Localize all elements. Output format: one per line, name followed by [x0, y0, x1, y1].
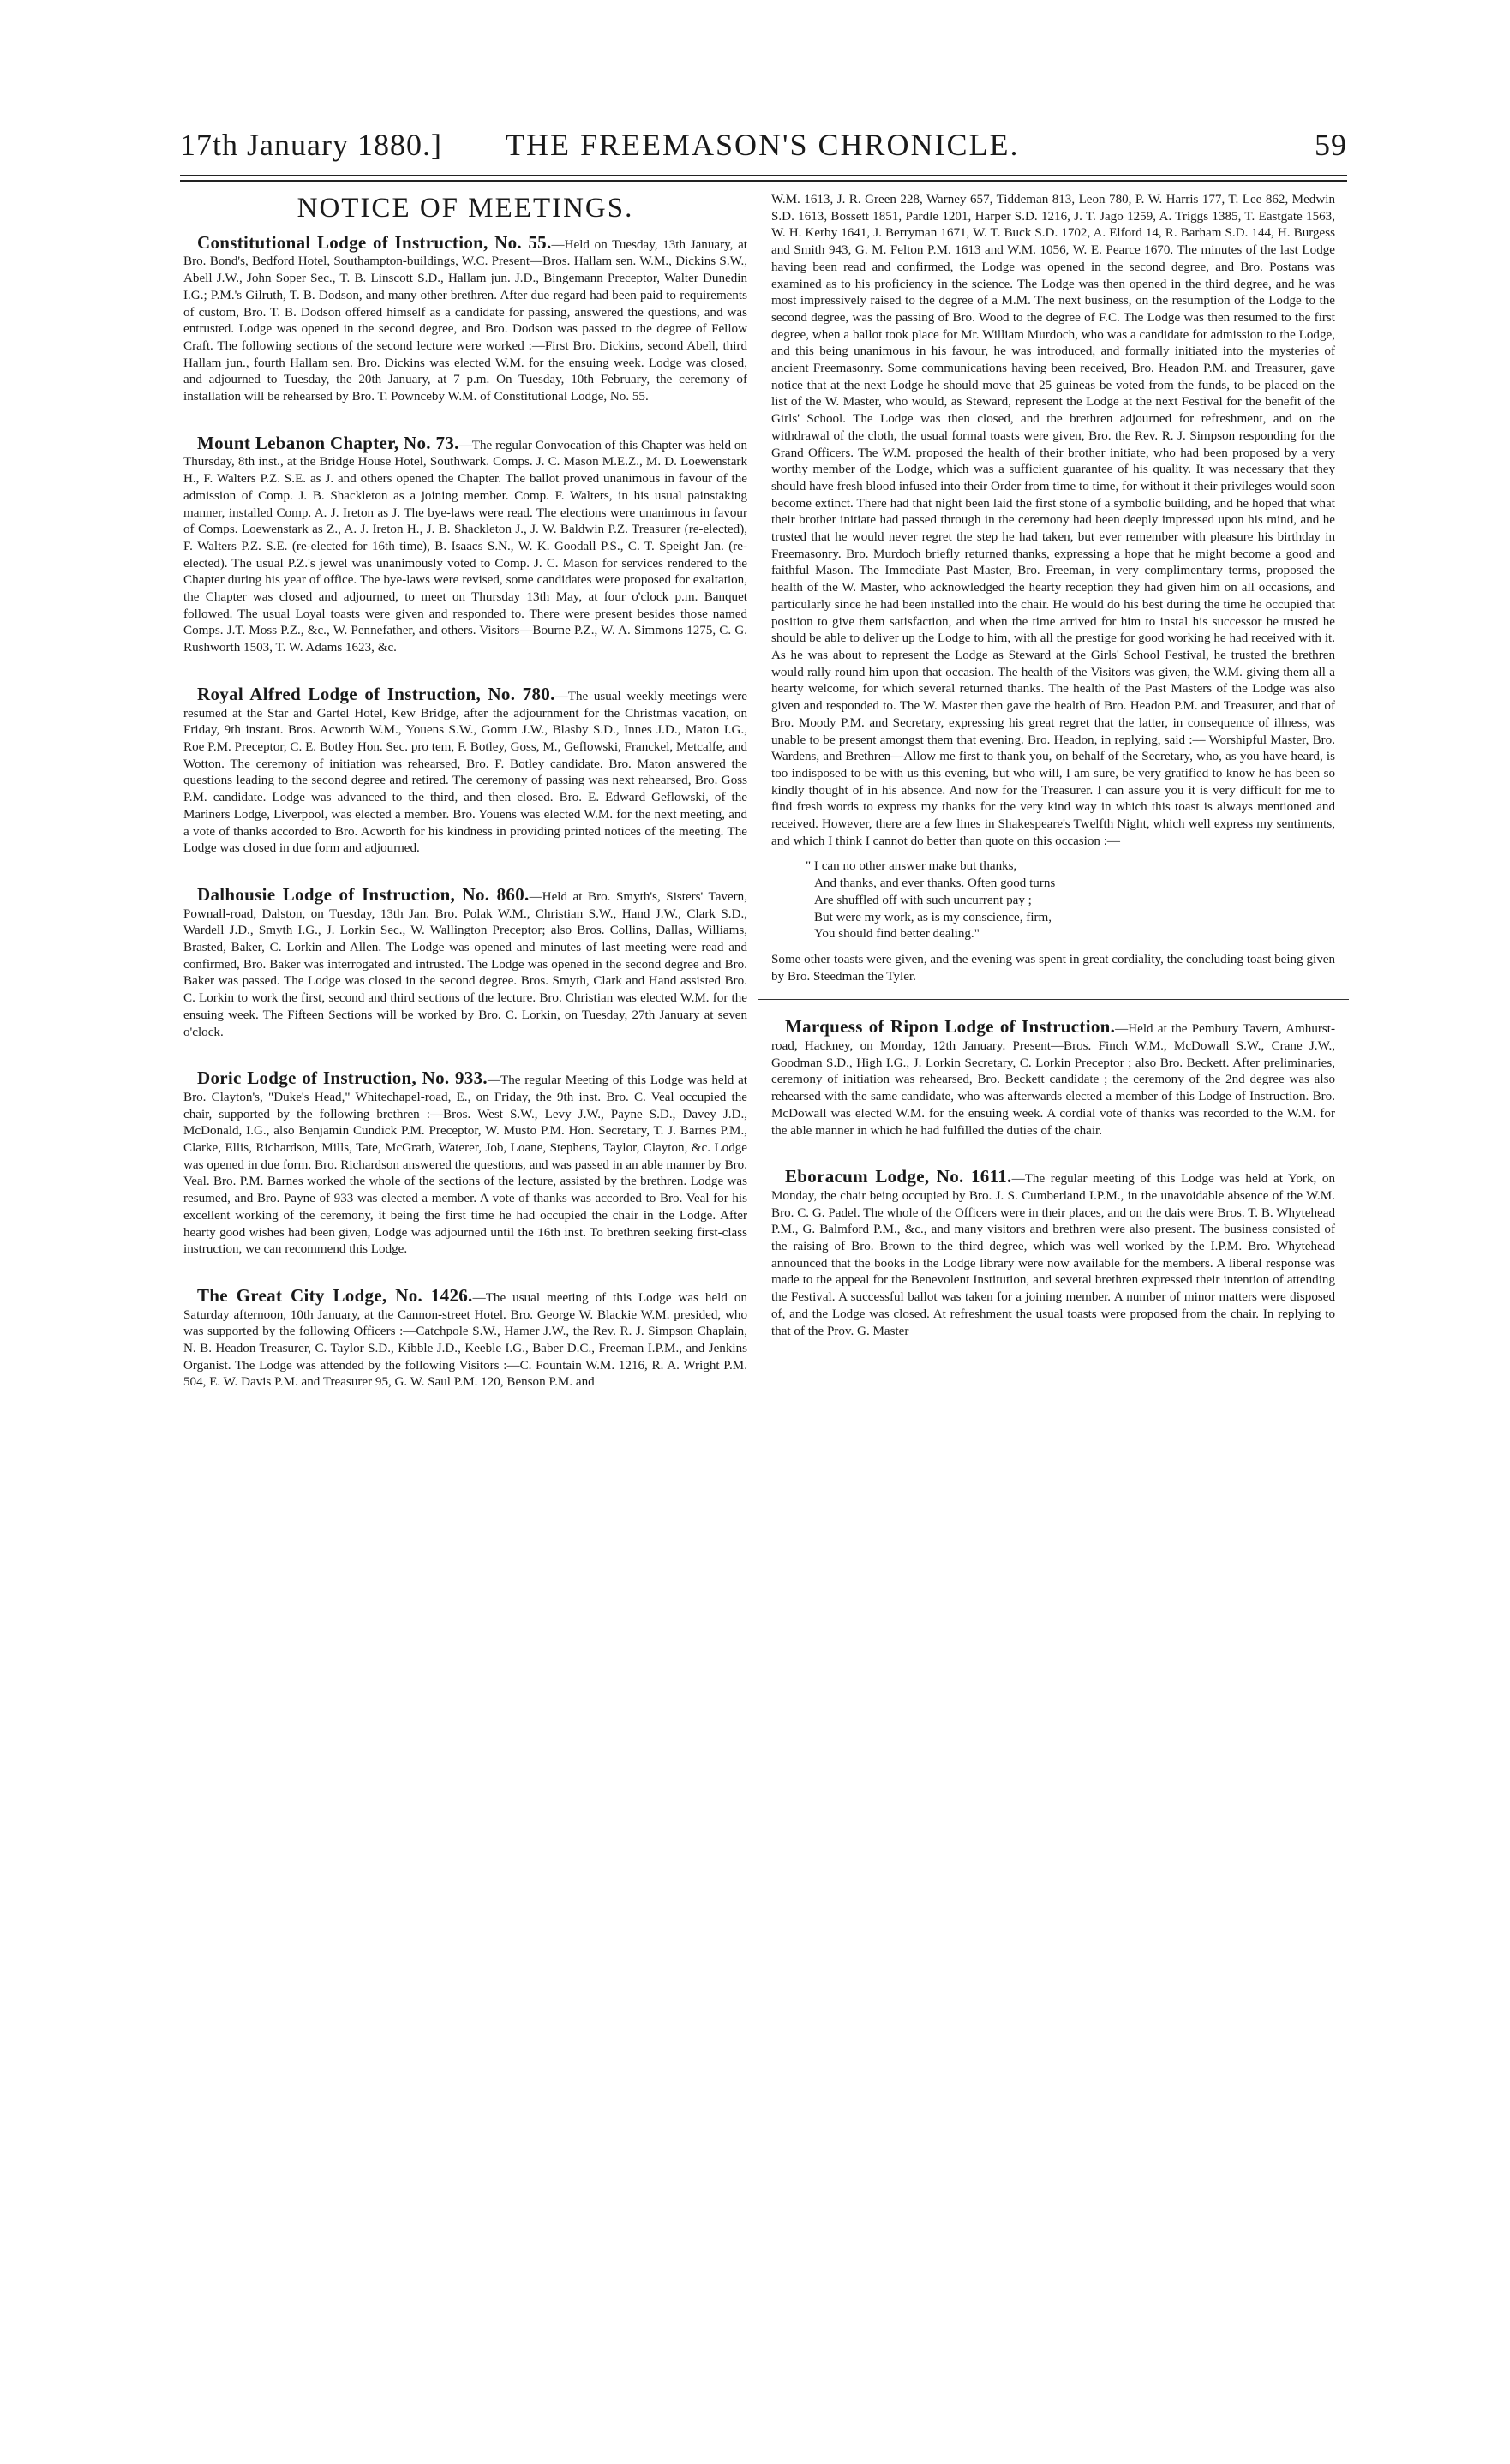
notice-heading: Constitutional Lodge of Instruction, No. 55. — [197, 231, 552, 253]
right-column — [771, 192, 1335, 1340]
header-rule — [180, 175, 1347, 176]
quote-line: You should find better dealing." — [814, 927, 980, 942]
notice-heading: Marquess of Ripon Lodge of Instruction. — [785, 1016, 1116, 1038]
notice-heading: The Great City Lodge, No. 1426. — [197, 1284, 473, 1306]
left-column — [183, 192, 747, 1391]
spacer — [183, 858, 747, 887]
meeting-notice — [183, 683, 748, 858]
notice-heading: Doric Lodge of Instruction, No. 933. — [197, 1068, 488, 1089]
notice-body: —The regular Meeting of this Lodge was held at Bro. Clayton's, "Duke's Head," Whitechapel-road, E., on Friday, the 9th inst. Bro. C. Veal occupied the chair, supported by the following brethren :—Bros. West S.W., Levy J.W., Payne S.D., Davey J.D., McDonald, I.G., also Benjamin Cundick P.M. Preceptor, W. Musto P.M. Hon. Secretary, T. J. Barnes P.M., Clarke, Ellis, Richardson, Mills, Tate, McGrath, Waterer, Job, Loane, Stephens, Taylor, Clayton, &c. Lodge was opened in due form. Bro. Richardson answered the questions, and was passed in an able manner by Bro. Veal. Bro. P.M. Barnes worked the whole of the sections of the lecture, assisted by the brethren. Lodge was resumed, and Bro. Payne of 933 was elected a member. A vote of thanks was accorded to Bro. Veal for his excellent working of the ceremony, it being the first time he had occupied the chair in the Lodge. After hearty good wishes had been given, Lodge was adjourned until the 16th inst. To brethren seeking first-class instruction, we can recommend this Lodge. — [183, 1074, 747, 1257]
meeting-notice — [183, 432, 748, 657]
page-header — [180, 127, 1347, 170]
notice-body: —The usual weekly meetings were resumed at the Star and Gartel Hotel, Kew Bridge, after the adjournment for the Christmas vacation, on Friday, 9th instant. Bros. Acworth W.M., Youens S.W., Gomm J.W., Blasby S.D., Innes J.D., Maton I.G., Roe P.M. Preceptor, C. E. Botley Hon. Sec. pro tem, F. Botley, Goss, M., Geflowski, Franckel, Metcalfe, and Wotton. The ceremony of initiation was rehearsed, Bro. F. Botley candidate. Bro. Maton answered the questions leading to the second degree and retired. The ceremony of passing was next rehearsed, Bro. Goss P.M. candidate. Lodge was advanced to the third, and then closed. Bro. E. Edward Geflowski, of the Mariners Lodge, Liverpool, was elected a member. Bro. Youens was elected W.M. for the next meeting, and a vote of thanks accorded to Bro. Acworth for his kindness in providing printed notices of the meeting. The Lodge was closed in due form and adjourned. — [183, 689, 748, 856]
meeting-notice — [771, 1016, 1335, 1139]
quote-line: Are shuffled off with such uncurrent pay ; — [814, 893, 1032, 907]
spacer — [183, 1041, 747, 1070]
section-divider — [758, 999, 1349, 1000]
spacer — [183, 657, 747, 686]
issue-date: 17th January 1880.] — [180, 128, 442, 162]
header-rule — [180, 180, 1347, 182]
section-title: NOTICE OF MEETINGS. — [297, 193, 634, 224]
notice-heading: Dalhousie Lodge of Instruction, No. 860. — [197, 883, 530, 905]
notice-heading: Royal Alfred Lodge of Instruction, No. 780. — [197, 683, 555, 704]
spacer — [183, 406, 747, 435]
notice-body: —The usual meeting of this Lodge was held on Saturday afternoon, 10th January, at the Cannon-street Hotel. Bro. George W. Blackie W.M. presided, who was supported by the following Officers :—Catchpole S.W., Hamer J.W., the Rev. R. J. Simpson Chaplain, N. B. Headon Treasurer, C. Taylor S.D., Kibble J.D., Keeble I.G., Baber D.C., Freeman I.P.M., and Jenkins Organist. The Lodge was attended by the following Visitors :—C. Fountain W.M. 1216, R. A. Wright P.M. 504, E. W. Davis P.M. and Treasurer 95, G. W. Saul P.M. 120, Benson P.M. and — [183, 1290, 747, 1390]
notice-body: —Held at Bro. Smyth's, Sisters' Tavern, Pownall-road, Dalston, on Tuesday, 13th Jan. Bro. Polak W.M., Christian S.W., Hand J.W., Clark S.D., Wardell J.D., Smyth I.G., J. Lorkin Sec., W. Wallington Preceptor; also Bros. Collins, Dallas, Williams, Brasted, Baker, C. Lorkin and Allen. The Lodge was opened and minutes of last meeting were read and confirmed, Bro. Baker was interrogated and intrusted. The Lodge was opened in the second degree and Bro. Baker was passed. The Lodge was closed in the second degree. Bros. Smyth, Clark and Hand assisted Bro. C. Lorkin to work the first, second and third sections of the lecture. Bro. Christian was elected W.M. for the ensuing week. The Fifteen Sections will be worked by Bro. C. Lorkin, on Tuesday, 27th January at seven o'clock. — [183, 889, 748, 1039]
notice-heading: Mount Lebanon Chapter, No. 73. — [197, 432, 459, 453]
notice-body: —The regular meeting of this Lodge was held at York, on Monday, the chair being occupied by Bro. J. S. Cumberland I.P.M., in the unavoidable absence of the W.M. Bro. C. G. Padel. The whole of the Officers were in their places, and on the dais were Bros. T. B. Whytehead P.M., G. Balmford P.M., &c., and many visitors and brethren were also present. The business consisted of the raising of Bro. Brown to the third degree, which was well worked by the I.P.M. Bro. Whytehead announced that the books in the Lodge library were now available for the members. A liberal response was made to the appeal for the Benevolent Institution, and several brethren expressed their intention of attending the Festival. A successful ballot was taken for a joining member. A number of minor matters were disposed of, and the Lodge was closed. At refreshment the usual toasts were proposed from the chair. In replying to that of the Prov. G. Master — [771, 1172, 1336, 1338]
meeting-notice — [183, 1284, 747, 1391]
meeting-notice — [183, 883, 748, 1041]
spacer — [771, 1139, 1335, 1169]
meeting-notice — [183, 1070, 747, 1259]
notice-body: —Held at the Pembury Tavern, Amhurst-road, Hackney, on Monday, 12th January. Present—Bros. Finch W.M., McDowall S.W., Crane J.W., Goodman S.D., High I.G., J. Lorkin Secretary, C. Lorkin Preceptor ; also Bro. Beckett. After preliminaries, ceremony of initiation was rehearsed, Bro. Beckett candidate ; the ceremony of the 2nd degree was also rehearsed with the same candidate, who was afterwards elected a member of this Lodge of Instruction. Bro. McDowall was elected W.M. for the ensuing week. A cordial vote of thanks was recorded to the W.M. for the able manner in which he had fulfilled the duties of the chair. — [771, 1022, 1335, 1138]
shakespeare-quote — [806, 858, 1335, 943]
quote-line: And thanks, and ever thanks. Often good turns — [814, 876, 1056, 891]
continued-report: W.M. 1613, J. R. Green 228, Warney 657, Tiddeman 813, Leon 780, P. W. Harris 177, T. Lee 862, Medwin S.D. 1613, Bossett 1851, Pardle 1201, Harper S.D. 1216, J. T. Jago 1259, A. Triggs 1385, T. Eastgate 1563, W. H. Kerby 1641, J. Berryman 1671, W. T. Buck S.D. 1702, A. Elford 14, R. Barham S.D. 144, H. Burgess and Smith 943, G. M. Felton P.M. 1613 and W.M. 1056, W. E. Pearce 1670. The minutes of the last Lodge having been read and confirmed, the Lodge was opened in the second degree, and Bro. Postans was examined as to his proficiency in the science. The Lodge was then opened in the third degree, and he was most impressively raised to the degree of a M.M. The next business, on the resumption of the Lodge to the second degree, was the passing of Bro. Wood to the degree of F.C. The Lodge was then resumed to the first degree, when a ballot took place for Mr. William Murdoch, who was a candidate for admission to the Lodge, and this being unanimous in his favour, he was introduced, and formally initiated into the mysteries of ancient Freemasonry. Some communications having been received, Bro. Headon P.M. and Treasurer, gave notice that at the next Lodge he should move that 25 guineas be voted from the funds, to be placed on the list of the W. Master, who would, as Steward, represent the Lodge at the next Festival for the benefit of the Girls' School. The Lodge was then closed, and the brethren adjourned for refreshment, and on the withdrawal of the cloth, the usual formal toasts were given, Bro. the Rev. R. J. Simpson responding for the Grand Officers. The W.M. proposed the health of their brother initiate, who had been proposed by a very worthy member of the Lodge, which was a sufficient guarantee of his quality. It was necessary that they should have fresh blood infused into their Order from time to time, for without it their privileges would soon become extinct. There had that night been laid the first stone of a symbolic building, and he hoped that what their brother initiate had passed through in the ceremony had been deeply impressed upon his mind, and he trusted that he would never regret the step he had taken, but ever remember with pleasure his birthday in Freemasonry. Bro. Murdoch briefly returned thanks, expressing a hope that he might become a good and faithful Mason. The Immediate Past Master, Bro. Freeman, in very complimentary terms, proposed the health of the W. Master, who acknowledged the hearty reception they had given him on all occasions, and particularly since he had been installed into the chair. He would do his best during the time he occupied that position to give them satisfaction, and when the time arrived for him to instal his successor he trusted he should be able to deliver up the Lodge to him, with all the prestige for good working he had received with it. As he was about to represent the Lodge as Steward at the Girls' School Festival, he trusted the brethren would rally round him upon that occasion. The health of the Visitors was given, the W.M. giving them all a hearty welcome, for which several returned thanks. The health of the Past Masters of the Lodge was also given and responded to. The W. Master then gave the health of Bro. Headon P.M. and Treasurer, and that of Bro. Moody P.M. and Secretary, expressing his great regret that the latter, in consequence of illness, was unable to be present amongst them that evening. Bro. Headon, in replying, said :— Worshipful Master, Bro. Wardens, and Brethren—Allow me first to thank you, on behalf of the Secretary, who, as you have heard, is too indisposed to be with us this evening, but who will, I am sure, be very gratified to know he has been so kindly thought of in his absence. And now for the Treasurer. I can assure you it is very difficult for me to find fresh words to express my thanks for the very kind way in which this toast is always mentioned and received. However, there are a few lines in Shakespeare's Twelfth Night, which well express my sentiments, and which I think I cannot do better than quote on this occasion :— — [771, 193, 1335, 848]
meeting-notice — [183, 231, 747, 406]
notice-body: —The regular Convocation of this Chapter was held on Thursday, 8th inst., at the Bridge House Hotel, Southwark. Comps. J. C. Mason M.E.Z., M. D. Loewenstark H., F. Walters P.Z. S.E. as J. and others opened the Chapter. The ballot proved unanimous in favour of the admission of Comp. J. B. Shackleton as a joining member. Comp. F. Walters, in his usual painstaking manner, installed Comp. A. J. Ireton as J. The bye-laws were read. The elections were unanimous in favour of Comps. Loewenstark as Z., A. J. Ireton H., J. B. Shackleton J., J. W. Baldwin P.Z. Treasurer (re-elected), F. Walters P.Z. S.E. (re-elected for 16th time), B. Isaacs S.N., W. K. Goodall P.S., C. T. Speight Jan. (re-elected). The usual P.Z.'s jewel was unanimously voted to Comp. J. C. Mason for services rendered to the Chapter during his year of office. The bye-laws were revised, some candidates were proposed for exaltation, the Chapter was closed and adjourned, to meet on Thursday 13th May, at four o'clock p.m. Banquet followed. The usual Loyal toasts were given and responded to. There were present besides those named Comps. J.T. Moss P.Z., &c., W. Pennefather, and others. Visitors—Bourne P.Z., W. A. Simmons 1275, C. G. Rushworth 1503, T. W. Adams 1623, &c. — [183, 438, 748, 655]
notice-body: —Held on Tuesday, 13th January, at Bro. Bond's, Bedford Hotel, Southampton-buildings, W.C. Present—Bros. Hallam sen. W.M., Dickins S.W., Abell J.W., John Soper Sec., T. B. Linscott S.D., Hallam jun. J.D., Bingemann Preceptor, Walter Dunedin I.G.; P.M.'s Gilruth, T. B. Dodson, and many other brethren. After due regard had been paid to requirements of custom, Bro. T. B. Dodson offered himself as a candidate for passing, answered the questions, and was entrusted. Lodge was opened in the second degree, and Bro. Dodson was passed to the degree of Fellow Craft. The following sections of the second lecture were worked :—First Bro. Dickins, second Abell, third Hallam jun., fourth Hallam sen. Bro. Dickins was elected W.M. for the ensuing week. Lodge was closed, and adjourned to Tuesday, the 20th January, at 7 p.m. On Tuesday, 10th February, the ceremony of installation will be rehearsed by Bro. T. Pownceby W.M. of Constitutional Lodge, No. 55. — [183, 237, 747, 404]
continued-report-end: Some other toasts were given, and the evening was spent in great cordiality, the concluding toast being given by Bro. Steedman the Tyler. — [771, 952, 1335, 984]
spacer — [183, 1259, 747, 1288]
quote-line: " I can no other answer make but thanks, — [806, 859, 1017, 874]
meeting-notice — [771, 1166, 1336, 1340]
masthead: THE FREEMASON'S CHRONICLE. — [506, 128, 1020, 162]
notice-heading: Eboracum Lodge, No. 1611. — [785, 1166, 1012, 1187]
quote-line: But were my work, as is my conscience, firm, — [814, 910, 1052, 924]
page-number: 59 — [1315, 128, 1347, 162]
